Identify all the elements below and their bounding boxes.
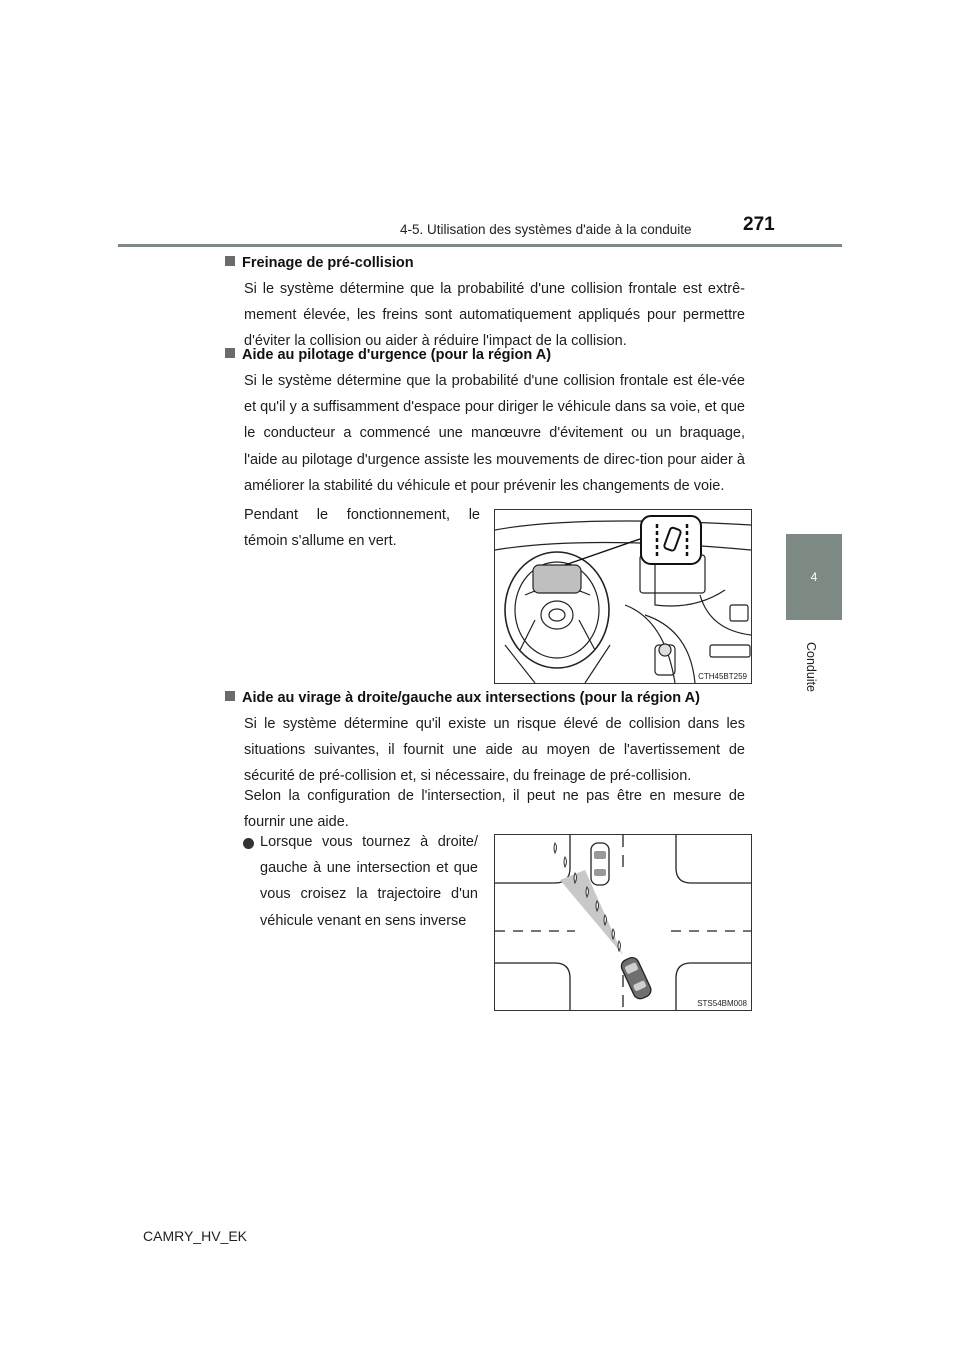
square-bullet-icon bbox=[225, 256, 235, 266]
figure-dashboard bbox=[494, 509, 752, 684]
paragraph: Si le système détermine que la probabilité d'une collision frontale est éle-vée et qu'il y a suffisamment d'espace pour diriger le véhicule dans sa voie, et que le conducteur a commencé une manœuvre d'évitement ou un braquage, l'aide au pilotage d'urgence assiste les mouvements de direc-tion pour aider à améliorer la stabilité du véhicule et pour prévenir les changements de voie. bbox=[244, 373, 745, 494]
paragraph: Si le système détermine qu'il existe un risque élevé de collision dans les situations suivantes, il fournit une aide au moyen de l'avertissement de sécurité de pré-collision et, si nécessaire, du freinage de pré-collision. bbox=[244, 716, 745, 785]
oncoming-car-icon bbox=[591, 843, 609, 885]
page-number: 271 bbox=[743, 214, 775, 235]
section-title: Aide au virage à droite/gauche aux intersections (pour la région A) bbox=[242, 690, 700, 706]
turning-car-icon bbox=[619, 955, 653, 1001]
header-divider bbox=[118, 244, 842, 247]
chapter-label: Conduite bbox=[804, 641, 818, 693]
dashboard-illustration bbox=[495, 510, 751, 683]
square-bullet-icon bbox=[225, 691, 235, 701]
section-heading-freinage bbox=[225, 255, 414, 271]
square-bullet-icon bbox=[225, 348, 235, 358]
intersection-illustration bbox=[495, 835, 751, 1010]
paragraph: Selon la configuration de l'intersection, il peut ne pas être en mesure de fournir une aide. bbox=[244, 788, 745, 831]
figure-code: STS54BM008 bbox=[697, 999, 747, 1008]
document-id: CAMRY_HV_EK bbox=[143, 1228, 248, 1244]
chapter-number: 4 bbox=[810, 570, 818, 584]
section-heading-aide-pilotage bbox=[225, 347, 551, 363]
header-section-title: 4-5. Utilisation des systèmes d'aide à la conduite bbox=[400, 222, 692, 237]
paragraph: Pendant le fonctionnement, le témoin s'allume en vert. bbox=[244, 507, 480, 550]
section-heading-aide-virage bbox=[225, 690, 700, 706]
bullet-text: Lorsque vous tournez à droite/ gauche à une intersection et que vous croisez la trajectoire d'un véhicule venant en sens inverse bbox=[260, 834, 478, 929]
paragraph: Si le système détermine que la probabilité d'une collision frontale est extrê-mement élevée, les freins sont automatiquement appliqués pour permettre d'éviter la collision ou aider à réduire l'impact de la collision. bbox=[244, 281, 745, 350]
bullet-icon bbox=[243, 838, 254, 849]
figure-intersection bbox=[494, 834, 752, 1011]
figure-code: CTH45BT259 bbox=[698, 672, 747, 681]
section-title: Freinage de pré-collision bbox=[242, 255, 414, 271]
section-title: Aide au pilotage d'urgence (pour la région A) bbox=[242, 347, 552, 363]
